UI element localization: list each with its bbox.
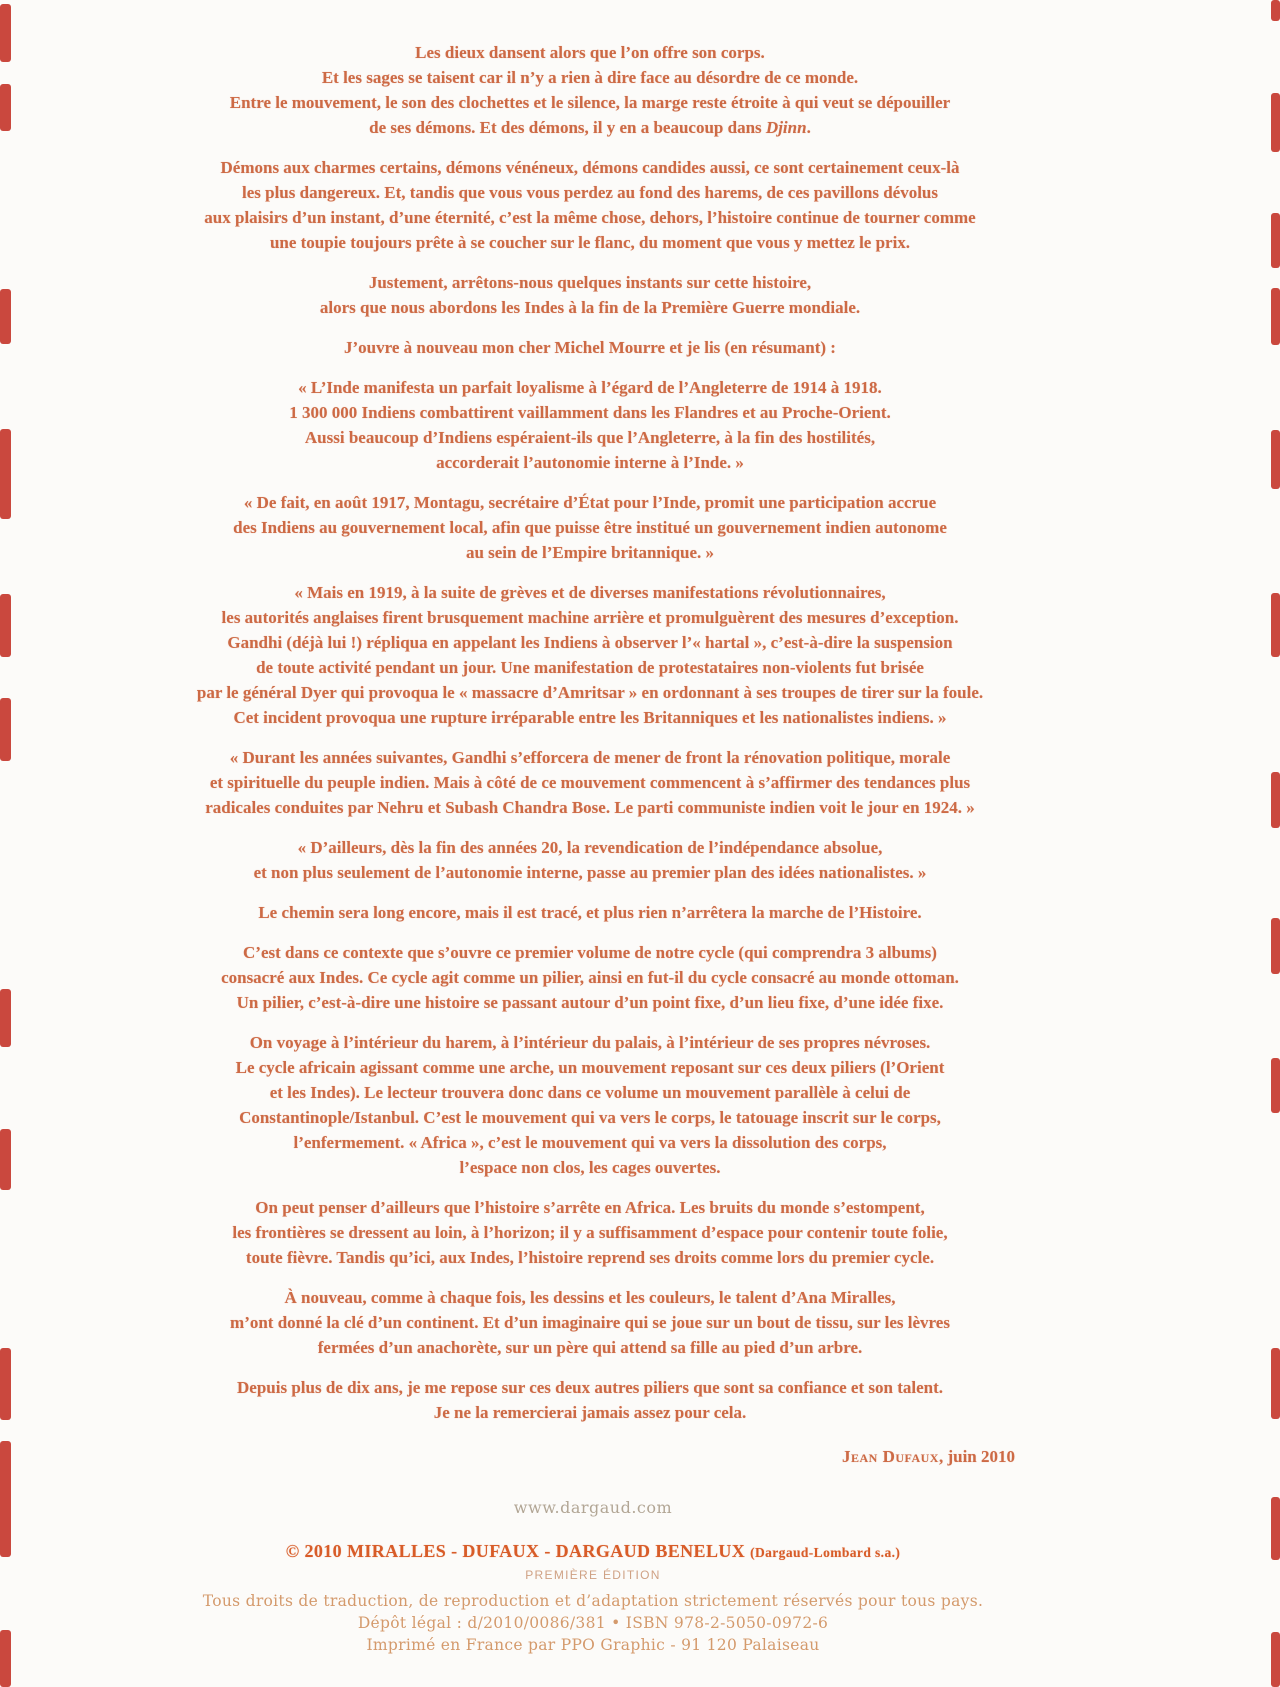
copyright-company: (Dargaud-Lombard s.a.) — [750, 1545, 901, 1560]
text-line: par le général Dyer qui provoqua le « massacre d’Amritsar » en ordonnant à ses troupes de tirer sur la foule. — [196, 683, 984, 702]
text-line: Constantinople/Istanbul. C’est le mouvement qui va vers le corps, le tatouage inscrit sur le corps, — [239, 1108, 941, 1127]
page-edge-mark — [1271, 1058, 1280, 1113]
paragraph — [150, 335, 1030, 360]
text-line: Justement, arrêtons-nous quelques instants sur cette histoire, — [368, 273, 812, 292]
text-line: 1 300 000 Indiens combattirent vaillamment dans les Flandres et au Proche-Orient. — [289, 403, 891, 422]
page-edge-mark — [1271, 1497, 1280, 1560]
text-line: « D’ailleurs, dès la fin des années 20, la revendication de l’indépendance absolue, — [297, 838, 883, 857]
text-line: On voyage à l’intérieur du harem, à l’intérieur du palais, à l’intérieur de ses propres névroses. — [249, 1033, 931, 1052]
text-line: alors que nous abordons les Indes à la fin de la Première Guerre mondiale. — [319, 298, 861, 317]
text-line: au sein de l’Empire britannique. » — [465, 543, 715, 562]
paragraph — [150, 1030, 1030, 1180]
text-line: de ses démons. Et des démons, il y en a beaucoup dans Djinn. — [369, 118, 811, 137]
footer-colophon — [0, 1498, 1186, 1656]
rights-notice: Tous droits de traduction, de reproduction et d’adaptation strictement réservés pour tous pays. — [202, 1592, 984, 1610]
text-line: Un pilier, c’est-à-dire une histoire se passant autour d’un point fixe, d’un lieu fixe, d’une idée fixe. — [236, 993, 944, 1012]
text-line: On peut penser d’ailleurs que l’histoire s’arrête en Africa. Les bruits du monde s’estompent, — [255, 1198, 925, 1217]
text-line: et les Indes). Le lecteur trouvera donc dans ce volume un mouvement parallèle à celui de — [269, 1083, 911, 1102]
text-line: l’espace non clos, les cages ouvertes. — [459, 1158, 721, 1177]
paragraph — [150, 155, 1030, 255]
page-edge-mark — [0, 84, 11, 131]
text-line: Démons aux charmes certains, démons vénéneux, démons candides aussi, ce sont certainement ceux-là — [220, 158, 960, 177]
text-line: de toute activité pendant un jour. Une manifestation de protestataires non-violents fut brisée — [256, 658, 924, 677]
author-name: Jean Dufaux — [841, 1447, 939, 1466]
text-line: Les dieux dansent alors que l’on offre son corps. — [415, 43, 765, 62]
page-edge-mark — [0, 289, 11, 344]
copyright-text: © 2010 MIRALLES - DUFAUX - DARGAUD BENELUX — [285, 1541, 746, 1561]
text-line: accorderait l’autonomie interne à l’Inde. » — [436, 453, 744, 472]
text-line: et spirituelle du peuple indien. Mais à côté de ce mouvement commencent à s’affirmer des tendances plus — [209, 773, 971, 792]
text-line: C’est dans ce contexte que s’ouvre ce premier volume de notre cycle (qui comprendra 3 albums) — [243, 943, 937, 962]
text-line: Cet incident provoqua une rupture irréparable entre les Britanniques et les nationalistes indiens. » — [233, 708, 947, 727]
text-line: des Indiens au gouvernement local, afin que puisse être institué un gouvernement indien autonome — [233, 518, 947, 537]
legal-deposit-isbn: Dépôt légal : d/2010/0086/381 • ISBN 978-2-5050-0972-6 — [357, 1614, 829, 1632]
page-edge-mark — [1271, 772, 1280, 828]
paragraph — [150, 1375, 1030, 1425]
page-edge-mark — [1271, 213, 1280, 268]
paragraph — [150, 580, 1030, 730]
page-edge-mark — [1271, 918, 1280, 974]
text-line: fermées d’un anachorète, sur un père qui attend sa fille au pied d’un arbre. — [317, 1338, 863, 1357]
page-edge-mark — [0, 989, 11, 1047]
text-line: J’ouvre à nouveau mon cher Michel Mourre et je lis (en résumant) : — [344, 338, 836, 357]
text-line: les frontières se dressent au loin, à l’horizon; il y a suffisamment d’espace pour contenir toute folie, — [232, 1223, 948, 1242]
page-edge-mark — [0, 594, 11, 657]
text-line: Entre le mouvement, le son des clochettes et le silence, la marge reste étroite à qui veut se dépouiller — [229, 93, 951, 112]
text-line: À nouveau, comme à chaque fois, les dessins et les couleurs, le talent d’Ana Miralles, — [284, 1288, 896, 1307]
paragraph — [150, 835, 1030, 885]
copyright-line — [0, 1541, 1186, 1563]
page-edge-mark — [1271, 288, 1280, 345]
paragraph — [150, 490, 1030, 565]
page-edge-mark — [1271, 593, 1280, 657]
text-line: l’enfermement. « Africa », c’est le mouvement qui va vers la dissolution des corps, — [293, 1133, 887, 1152]
paragraph — [150, 1285, 1030, 1360]
page-edge-mark — [0, 4, 11, 62]
text-line: aux plaisirs d’un instant, d’une éternité, c’est la même chose, dehors, l’histoire continue de tourner comme — [204, 208, 976, 227]
paragraph — [150, 900, 1030, 925]
text-line: « Mais en 1919, à la suite de grèves et de diverses manifestations révolutionnaires, — [294, 583, 886, 602]
page-edge-mark — [1271, 93, 1280, 152]
publisher-website-url: www.dargaud.com — [513, 1498, 673, 1517]
page-edge-mark — [1271, 430, 1280, 489]
paragraph — [150, 940, 1030, 1015]
page-edge-mark — [0, 429, 11, 519]
text-line: Le cycle africain agissant comme une arche, un mouvement reposant sur ces deux piliers (l’Orient — [235, 1058, 945, 1077]
text-line: consacré aux Indes. Ce cycle agit comme un pilier, ainsi en fut-il du cycle consacré au monde ottoman. — [221, 968, 959, 987]
text-line: les plus dangereux. Et, tandis que vous vous perdez au fond des harems, de ces pavillons dévolus — [241, 183, 939, 202]
text-line: « Durant les années suivantes, Gandhi s’efforcera de mener de front la rénovation politique, morale — [229, 748, 951, 767]
page-edge-mark — [1271, 1348, 1280, 1419]
paragraph — [150, 745, 1030, 820]
text-line: Je ne la remercierai jamais assez pour cela. — [433, 1403, 747, 1422]
page-edge-mark — [0, 1129, 11, 1190]
text-line: les autorités anglaises firent brusquement machine arrière et promulguèrent des mesures d’exception. — [221, 608, 959, 627]
printer-notice: Imprimé en France par PPO Graphic - 91 120 Palaiseau — [366, 1636, 820, 1654]
text-line: et non plus seulement de l’autonomie interne, passe au premier plan des idées nationalistes. » — [253, 863, 927, 882]
edition-notice: PREMIÈRE ÉDITION — [525, 1568, 661, 1582]
preface-text — [150, 40, 1030, 1440]
paragraph — [150, 270, 1030, 320]
text-line: Aussi beaucoup d’Indiens espéraient-ils que l’Angleterre, à la fin des hostilités, — [304, 428, 876, 447]
signature-date: , juin 2010 — [938, 1447, 1015, 1466]
text-line: m’ont donné la clé d’un continent. Et d’un imaginaire qui se joue sur un bout de tissu, sur les lèvres — [230, 1313, 950, 1332]
author-signature — [150, 1444, 1030, 1469]
text-line: « De fait, en août 1917, Montagu, secrétaire d’État pour l’Inde, promit une participation accrue — [243, 493, 937, 512]
paragraph — [150, 40, 1030, 140]
text-line: une toupie toujours prête à se coucher sur le flanc, du moment que vous y mettez le prix. — [269, 233, 911, 252]
paragraph — [150, 1195, 1030, 1270]
page-edge-mark — [1271, 0, 1280, 21]
text-line: Et les sages se taisent car il n’y a rien à dire face au désordre de ce monde. — [321, 68, 859, 87]
text-line: « L’Inde manifesta un parfait loyalisme à l’égard de l’Angleterre de 1914 à 1918. — [298, 378, 882, 397]
text-line: Gandhi (déjà lui !) répliqua en appelant les Indiens à observer l’« hartal », c’est-à-dire la suspension — [227, 633, 953, 652]
page-edge-mark — [0, 698, 11, 761]
text-line: radicales conduites par Nehru et Subash Chandra Bose. Le parti communiste indien voit le jour en 1924. » — [205, 798, 975, 817]
page-edge-mark — [1271, 1632, 1280, 1687]
paragraph — [150, 375, 1030, 475]
text-line: Depuis plus de dix ans, je me repose sur ces deux autres piliers que sont sa confiance et son talent. — [237, 1378, 943, 1397]
text-line: Le chemin sera long encore, mais il est tracé, et plus rien n’arrêtera la marche de l’Histoire. — [258, 903, 922, 922]
text-line: toute fièvre. Tandis qu’ici, aux Indes, l’histoire reprend ses droits comme lors du premier cycle. — [245, 1248, 935, 1267]
page-edge-mark — [0, 1348, 11, 1420]
